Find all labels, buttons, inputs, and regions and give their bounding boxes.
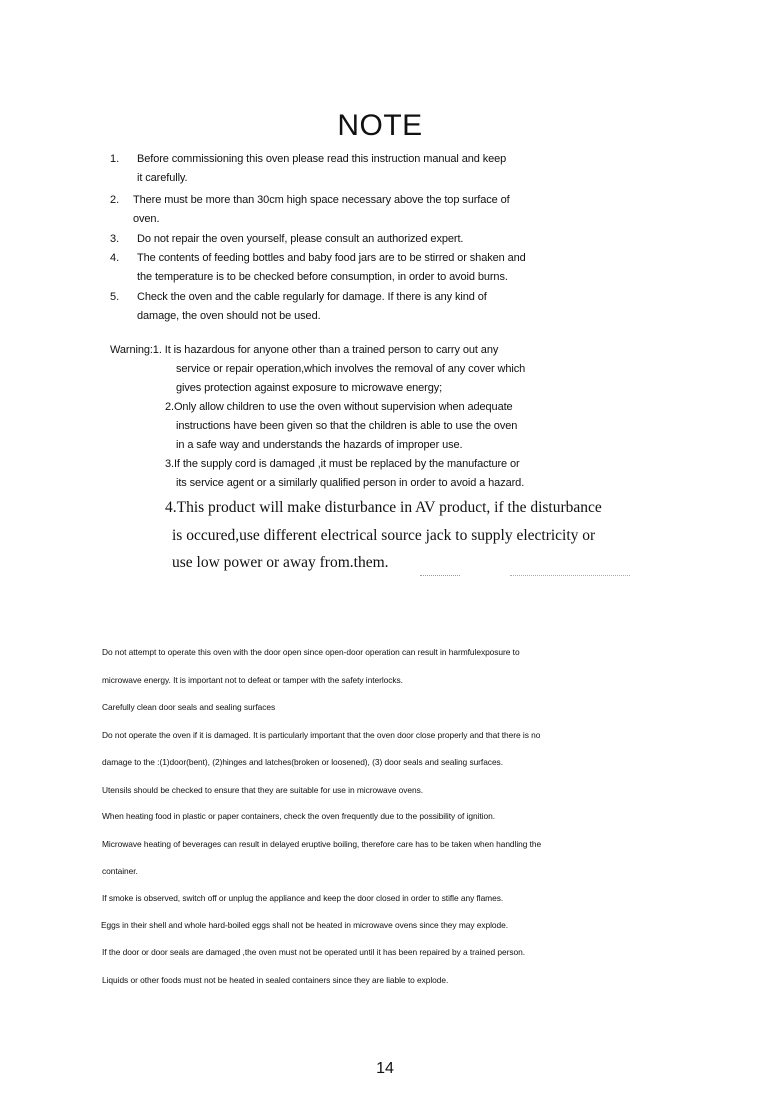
note-number: 1. bbox=[110, 153, 120, 165]
warning-text: service or repair operation,which involves the removal of any cover which bbox=[176, 363, 526, 375]
note-text: oven. bbox=[133, 213, 160, 225]
page-title: NOTE bbox=[337, 109, 423, 142]
scan-mark bbox=[510, 575, 630, 576]
safety-text: Eggs in their shell and whole hard-boiled eggs shall not be heated in microwave ovens since they may explode. bbox=[101, 920, 509, 930]
warning-serif-text: is occured,use different electrical source jack to supply electricity or bbox=[172, 527, 596, 544]
note-text: damage, the oven should not be used. bbox=[137, 310, 321, 322]
note-text: There must be more than 30cm high space necessary above the top surface of bbox=[133, 194, 510, 206]
warning-text: Warning:1. It is hazardous for anyone other than a trained person to carry out any bbox=[110, 344, 499, 356]
note-text: Do not repair the oven yourself, please consult an authorized expert. bbox=[137, 233, 464, 245]
warning-text: 2.Only allow children to use the oven without supervision when adequate bbox=[165, 401, 513, 413]
note-number: 5. bbox=[110, 291, 120, 303]
warning-text: in a safe way and understands the hazards of improper use. bbox=[176, 439, 463, 451]
note-text: Before commissioning this oven please read this instruction manual and keep bbox=[137, 153, 507, 165]
safety-text: Do not attempt to operate this oven with the door open since open-door operation can result in harmfulexposure to bbox=[102, 647, 520, 657]
safety-text: Utensils should be checked to ensure that they are suitable for use in microwave ovens. bbox=[102, 785, 424, 795]
warning-text: 3.If the supply cord is damaged ,it must be replaced by the manufacture or bbox=[165, 458, 520, 470]
safety-text: Do not operate the oven if it is damaged. It is particularly important that the oven door close properly and that there is no bbox=[102, 730, 541, 740]
note-text: it carefully. bbox=[137, 172, 188, 184]
warning-text: gives protection against exposure to microwave energy; bbox=[176, 382, 443, 394]
note-number: 3. bbox=[110, 233, 120, 245]
warning-text: instructions have been given so that the children is able to use the oven bbox=[176, 420, 518, 432]
note-number: 4. bbox=[110, 252, 120, 264]
page-number: 14 bbox=[376, 1060, 394, 1077]
safety-text: container. bbox=[102, 866, 138, 876]
warning-serif-text: use low power or away from.them. bbox=[172, 554, 389, 571]
note-text: the temperature is to be checked before consumption, in order to avoid burns. bbox=[137, 271, 508, 283]
note-text: The contents of feeding bottles and baby food jars are to be stirred or shaken and bbox=[137, 252, 526, 264]
safety-text: microwave energy. It is important not to defeat or tamper with the safety interlocks. bbox=[102, 675, 403, 685]
safety-text: damage to the :(1)door(bent), (2)hinges and latches(broken or loosened), (3) door seals and sealing surfaces. bbox=[102, 757, 503, 767]
safety-text: Carefully clean door seals and sealing surfaces bbox=[102, 702, 276, 712]
safety-text: If the door or door seals are damaged ,the oven must not be operated until it has been repaired by a trained person. bbox=[102, 947, 525, 957]
note-text: Check the oven and the cable regularly for damage. If there is any kind of bbox=[137, 291, 487, 303]
warning-text: its service agent or a similarly qualified person in order to avoid a hazard. bbox=[176, 477, 525, 489]
safety-text: Microwave heating of beverages can result in delayed eruptive boiling, therefore care has to be taken when handling the bbox=[102, 839, 542, 849]
safety-text: When heating food in plastic or paper containers, check the oven frequently due to the possibility of ignition. bbox=[102, 811, 495, 821]
safety-text: Liquids or other foods must not be heated in sealed containers since they are liable to explode. bbox=[102, 975, 449, 985]
note-number: 2. bbox=[110, 194, 120, 206]
warning-serif-text: 4.This product will make disturbance in AV product, if the disturbance bbox=[165, 499, 602, 516]
safety-text: If smoke is observed, switch off or unplug the appliance and keep the door closed in order to stifle any flames. bbox=[102, 893, 504, 903]
scan-mark bbox=[420, 575, 460, 576]
